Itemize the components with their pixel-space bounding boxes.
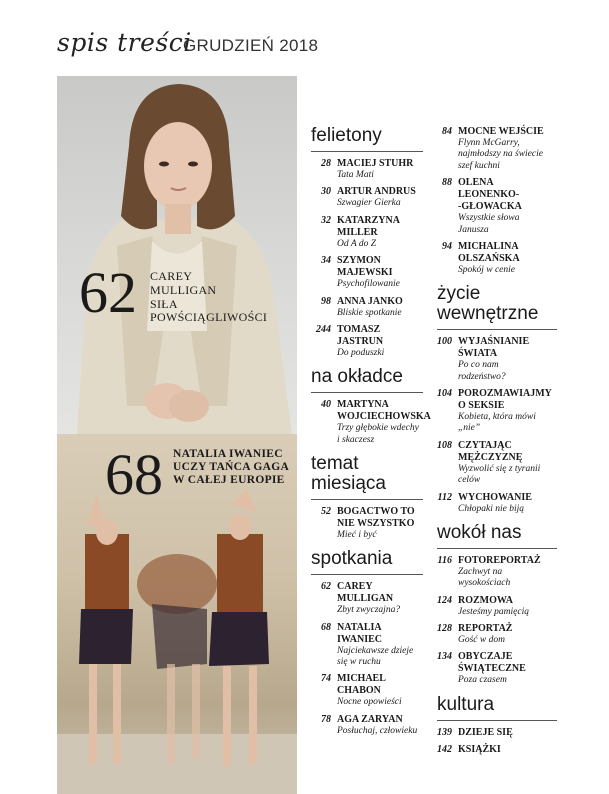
toc-entry[interactable] — [311, 622, 423, 669]
toc-entry[interactable] — [311, 506, 423, 541]
toc-entry[interactable] — [311, 255, 423, 290]
toc-entry[interactable] — [311, 324, 423, 359]
feature-headline-line: NATALIA IWANIEC — [173, 448, 283, 460]
entry-title: OLENA — [458, 177, 494, 189]
entry-title: POROZMAWIAJMY — [458, 388, 552, 399]
entry-title: NATALIA — [337, 621, 382, 633]
feature-page-number: 62 — [79, 260, 137, 325]
toc-section — [437, 695, 557, 756]
entry-title: NIE WSZYSTKO — [337, 517, 415, 529]
entry-subtitle: Bliskie spotkanie — [337, 307, 402, 318]
entry-title: WYCHOWANIE — [458, 491, 532, 503]
entry-subtitle: Wyzwolić się z tyranii — [458, 463, 541, 474]
section-title — [311, 454, 423, 494]
toc-section — [437, 284, 557, 515]
entry-page: 84 — [442, 126, 452, 137]
entry-title: CAREY — [337, 581, 373, 593]
entry-subtitle: Spokój w cenie — [458, 264, 515, 275]
feature-headline — [150, 270, 267, 325]
feature-headline-line: UCZY TAŃCA GAGA — [173, 461, 290, 474]
entry-title: MAJEWSKI — [337, 267, 393, 279]
dancers-illustration — [57, 434, 297, 794]
entry-subtitle: się w ruchu — [337, 656, 381, 667]
entry-title: KATARZYNA — [337, 214, 400, 226]
toc-entry[interactable] — [311, 215, 423, 250]
entry-subtitle: Posłuchaj, człowieku — [337, 725, 418, 736]
section-divider — [437, 329, 557, 330]
entry-page: 30 — [321, 186, 331, 198]
entry-page: 108 — [437, 439, 452, 451]
toc-entry[interactable] — [437, 388, 557, 435]
feature-headline-line: POWŚCIĄGLIWOŚCI — [150, 310, 268, 325]
entry-subtitle: najmłodszy na świecie — [458, 149, 543, 160]
entry-page: 142 — [437, 743, 452, 755]
toc-entry[interactable] — [311, 581, 423, 616]
entry-subtitle: „nie” — [458, 423, 481, 434]
entry-subtitle: Psychofilowanie — [337, 279, 400, 290]
entry-page: 139 — [437, 726, 452, 738]
entry-subtitle: Chłopaki nie biją — [458, 503, 524, 514]
entry-title: JASTRUN — [337, 335, 384, 347]
entry-page: 244 — [316, 323, 331, 335]
entry-page: 98 — [321, 295, 331, 307]
entry-page: 94 — [442, 240, 452, 252]
entry-subtitle: Kobieta, która mówi — [458, 412, 536, 422]
feature-headline-line: CAREY — [150, 269, 193, 283]
entry-subtitle: Mieć i być — [337, 529, 377, 540]
section-title: felietony — [311, 125, 382, 146]
toc-entry[interactable] — [437, 595, 557, 618]
entry-subtitle: Po co nam — [458, 360, 499, 371]
entry-title: -GŁOWACKA — [458, 201, 522, 213]
feature-headline-line: MULLIGAN — [150, 282, 217, 297]
entry-subtitle: Jesteśmy pamięcią — [458, 606, 529, 617]
entry-title: WOJCIECHOWSKA — [337, 411, 431, 423]
entry-page: 104 — [437, 388, 452, 399]
entry-title: MOCNE WEJŚCIE — [458, 126, 544, 137]
entry-title: ROZMOWA — [458, 594, 513, 606]
toc-entry[interactable] — [437, 555, 557, 590]
section-title: na okładce — [311, 366, 403, 388]
entry-title: O SEKSIE — [458, 400, 505, 411]
entry-title: CHABON — [337, 685, 381, 697]
section-title-line: wewnętrzne — [437, 303, 539, 325]
section-title — [437, 284, 557, 324]
entry-title: MICHAEL — [337, 673, 386, 685]
section-title-line: temat — [311, 453, 359, 474]
toc-entry[interactable] — [437, 336, 557, 383]
section-title-line: życie — [437, 283, 481, 305]
toc-entry[interactable] — [437, 727, 557, 739]
entry-page: 100 — [437, 336, 452, 348]
section-divider — [311, 392, 423, 393]
entry-page: 34 — [321, 255, 331, 267]
entry-title: WYJAŚNIANIE — [458, 336, 530, 348]
section-title: wokół nas — [437, 521, 522, 543]
entry-subtitle: Poza czasem — [458, 675, 507, 686]
entry-subtitle: Nocne opowieści — [337, 697, 402, 708]
toc-entry[interactable] — [311, 399, 431, 446]
toc-entry[interactable] — [437, 241, 557, 276]
section-divider — [437, 720, 557, 721]
toc-section — [311, 366, 431, 446]
toc-column-right — [437, 126, 557, 764]
entry-subtitle: Tata Mati — [337, 169, 374, 180]
toc-entry[interactable] — [437, 126, 557, 172]
entry-page: 112 — [437, 491, 452, 503]
entry-title: MICHALINA — [458, 240, 519, 252]
entry-title: CZYTAJĄC — [458, 439, 512, 451]
toc-entry[interactable] — [437, 744, 557, 756]
entry-title: MILLER — [337, 226, 378, 238]
entry-subtitle: celów — [458, 475, 481, 486]
entry-title: BOGACTWO TO — [337, 505, 415, 517]
entry-title: TOMASZ — [337, 323, 381, 335]
entry-subtitle: Do poduszki — [337, 347, 385, 358]
section-divider — [311, 574, 423, 575]
entry-page: 28 — [321, 157, 331, 169]
entry-title: IWANIEC — [337, 633, 383, 645]
entry-subtitle: Janusza — [458, 224, 489, 235]
entry-page: 40 — [321, 399, 331, 411]
entry-subtitle: rodzeństwo? — [458, 371, 506, 382]
entry-title: FOTOREPORTAŻ — [458, 554, 541, 566]
entry-page: 88 — [442, 177, 452, 189]
cover-photo-dancers — [57, 434, 297, 794]
entry-page: 116 — [437, 554, 452, 566]
entry-page: 32 — [321, 214, 331, 226]
entry-title: LEONENKO- — [458, 189, 520, 201]
toc-entry[interactable] — [437, 651, 557, 686]
entry-title: ARTUR ANDRUS — [337, 186, 416, 198]
cover-photo-portrait — [57, 76, 297, 434]
section-title: spotkania — [311, 548, 393, 570]
entry-title: MARTYNA — [337, 399, 389, 411]
toc-section — [311, 549, 423, 737]
page-title: spis treści — [57, 28, 192, 57]
feature-headline-line: SIŁA — [150, 296, 178, 311]
entry-page: 134 — [437, 651, 452, 663]
toc-section — [311, 126, 423, 359]
entry-page: 124 — [437, 594, 452, 606]
entry-subtitle: Wszystkie słowa — [458, 213, 520, 224]
toc-section — [311, 454, 423, 541]
entry-page: 128 — [437, 623, 452, 635]
entry-subtitle: Szwagier Gierka — [337, 198, 401, 209]
entry-title: OLSZAŃSKA — [458, 252, 520, 264]
entry-title: ŚWIATA — [458, 348, 498, 360]
entry-title: DZIEJE SIĘ — [458, 726, 513, 738]
toc-section — [437, 126, 557, 276]
entry-subtitle: Trzy głębokie wdechy — [337, 423, 419, 434]
entry-subtitle: Zbyt zwyczajna? — [337, 605, 401, 616]
entry-title: ANNA JANKO — [337, 295, 403, 307]
toc-entry[interactable] — [311, 296, 423, 319]
entry-title: SZYMON — [337, 255, 381, 267]
entry-title: ŚWIĄTECZNE — [458, 663, 526, 675]
section-title-line: miesiąca — [311, 472, 386, 494]
toc-entry[interactable] — [437, 492, 557, 515]
feature-headline — [173, 448, 289, 488]
entry-page: 52 — [321, 505, 331, 517]
feature-headline-line: W CAŁEJ EUROPIE — [173, 474, 285, 487]
toc-entry[interactable] — [311, 186, 423, 209]
section-divider — [437, 548, 557, 549]
entry-subtitle: wysokościach — [458, 578, 511, 589]
entry-title: MULLIGAN — [337, 593, 394, 605]
entry-page: 68 — [321, 621, 331, 633]
toc-entry[interactable] — [437, 623, 557, 646]
toc-entry[interactable] — [437, 177, 557, 236]
toc-column-left — [311, 125, 431, 745]
section-divider — [311, 499, 423, 500]
entry-subtitle: Zachwyt na — [458, 566, 503, 577]
toc-entry[interactable] — [311, 714, 423, 737]
section-title: kultura — [437, 693, 495, 715]
issue-date: GRUDZIEŃ 2018 — [183, 36, 319, 55]
section-divider — [311, 151, 423, 152]
entry-subtitle: Najciekawsze dzieje — [337, 645, 414, 656]
entry-title: MĘŻCZYZNĘ — [458, 451, 523, 463]
feature-page-number: 68 — [105, 442, 163, 507]
toc-entry[interactable] — [437, 440, 557, 487]
entry-subtitle: Flynn McGarry, — [458, 138, 520, 148]
entry-title: REPORTAŻ — [458, 623, 513, 635]
entry-page: 74 — [321, 673, 331, 685]
entry-title: AGA ZARYAN — [337, 713, 403, 725]
entry-page: 62 — [321, 581, 331, 593]
entry-page: 78 — [321, 713, 331, 725]
entry-subtitle: Od A do Z — [337, 238, 376, 249]
entry-subtitle: szef kuchni — [458, 160, 500, 171]
toc-entry[interactable] — [311, 158, 423, 181]
entry-subtitle: i skaczesz — [337, 434, 375, 445]
entry-title: KSIĄŻKI — [458, 743, 501, 755]
toc-section — [437, 523, 557, 687]
toc-entry[interactable] — [311, 673, 423, 708]
entry-title: MACIEJ STUHR — [337, 157, 414, 169]
entry-subtitle: Gość w dom — [458, 635, 505, 646]
portrait-illustration — [57, 76, 297, 434]
entry-title: OBYCZAJE — [458, 651, 513, 663]
